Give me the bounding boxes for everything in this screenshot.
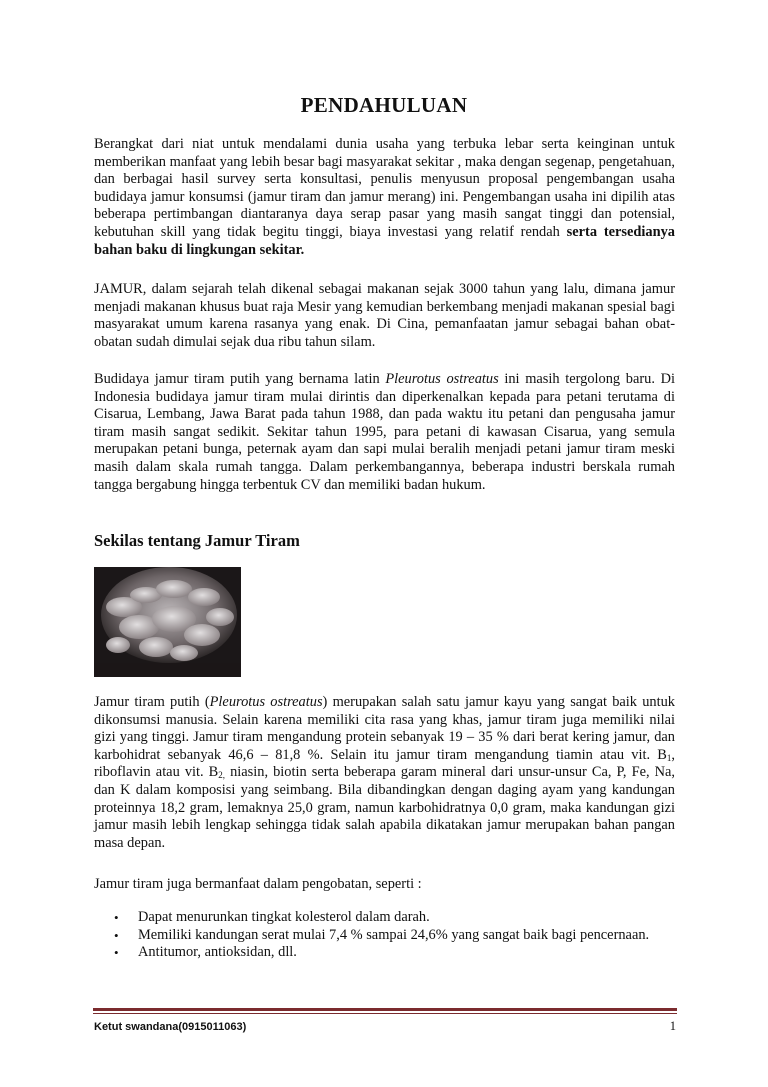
section-heading: Sekilas tentang Jamur Tiram [94, 531, 300, 550]
cultivation-text-b: ini masih tergolong baru. Di Indonesia budidaya jamur tiram mulai dirintis dan diperkenalkan kepada para petani terutama di Cisarua, Lembang, Jawa Barat pada tahun 1988, dan pada waktu itu petani dan pengusaha jamur tiram masih sangat sedikit. Sekitar tahun 1995, para petani di kawasan Cisarua, yang semula merupakan petani bunga, peternak ayam dan sapi mulai beralih menjadi petani jamur tiram meski masih dalam skala rumah tangga. Dalam perkembangannya, beberapa industri berskala rumah tangga bergabung hingga terbentuk CV dan memiliki badan hukum. [94, 371, 675, 493]
benefits-intro [94, 876, 675, 894]
footer-author: Ketut swandana(0915011063) [94, 1021, 247, 1033]
nutrition-text-c: , riboflavin atau vit. B [94, 746, 675, 781]
subscript-1: 1 [666, 752, 672, 763]
history-paragraph [94, 281, 675, 351]
list-item: • Memiliki kandungan serat mulai 7,4 % sampai 24,6% yang sangat baik bagi pencernaan. [94, 927, 675, 945]
nutrition-text-a: Jamur tiram putih ( [94, 694, 210, 710]
list-item: • Dapat menurunkan tingkat kolesterol dalam darah. [94, 909, 675, 927]
page-title: PENDAHULUAN [300, 93, 468, 117]
benefits-intro-text: Jamur tiram juga bermanfaat dalam pengobatan, seperti : [94, 876, 422, 892]
page-number: 1 [669, 1019, 676, 1033]
intro-text: Berangkat dari niat untuk mendalami dunia usaha yang terbuka lebar serta keinginan untuk memberikan manfaat yang lebih besar bagi masyarakat sekitar , maka dengan segenap, pengetahuan, dan berbagai hasil survey serta konsultasi, penulis menyusun proposal pengembangan usaha budidaya jamur konsumsi (jamur tiram dan jamur merang) ini. Pengembangan usaha ini dipilih atas beberapa pertimbangan diantaranya daya serap pasar yang masih sangat tinggi dan potensial, kebutuhan skill yang tidak begitu tinggi, biaya investasi yang relatif rendah [94, 136, 675, 240]
latin-name: Pleurotus ostreatus [209, 694, 323, 710]
footer-rule-thin [93, 1013, 677, 1014]
nutrition-text-b: ) merupakan salah satu jamur kayu yang sangat baik untuk dikonsumsi manusia. Selain karena memiliki cita rasa yang khas, jamur tiram juga memiliki nilai gizi yang tinggi. Jamur tiram mengandung protein sebanyak 19 – 35 % dari berat kering jamur, dan karbohidrat sebanyak 46,6 – 81,8 %. Selain itu jamur tiram mengandung tiamin atau vit. B [94, 694, 675, 763]
oyster-mushroom-photo [94, 567, 241, 677]
subscript-2: 2, [218, 770, 226, 781]
nutrition-text-d: niasin, biotin serta beberapa garam mineral dari unsur-unsur Ca, P, Fe, Na, dan K dalam komposisi yang seimbang. Bila dibandingkan dengan daging ayam yang kandungan proteinnya 18,2 gram, lemaknya 25,0 gram, namun karbohidratnya 0,0 gram, maka kandungan gizi jamur masih lebih lengkap sehingga tidak salah apabila dikatakan jamur merupakan bahan pangan masa depan. [94, 764, 675, 851]
intro-bold-text: serta tersedianya bahan baku di lingkungan sekitar. [94, 223, 675, 258]
footer-rule-thick [93, 1008, 677, 1011]
list-item: • Antitumor, antioksidan, dll. [94, 944, 675, 962]
cultivation-paragraph [94, 371, 675, 494]
cultivation-text-a: Budidaya jamur tiram putih yang bernama latin [94, 371, 386, 387]
nutrition-paragraph [94, 694, 675, 852]
intro-paragraph [94, 136, 675, 259]
benefits-list [94, 909, 675, 962]
history-text: JAMUR, dalam sejarah telah dikenal sebagai makanan sejak 3000 tahun yang lalu, dimana jamur menjadi makanan khusus buat raja Mesir yang kemudian berkembang menjadi makanan spesial bagi masyarakat umum karena rasanya yang enak. Di Cina, pemanfaatan jamur sebagai bahan obat-obatan sudah dimulai sejak dua ribu tahun silam. [94, 281, 675, 350]
latin-name: Pleurotus ostreatus [385, 371, 499, 387]
